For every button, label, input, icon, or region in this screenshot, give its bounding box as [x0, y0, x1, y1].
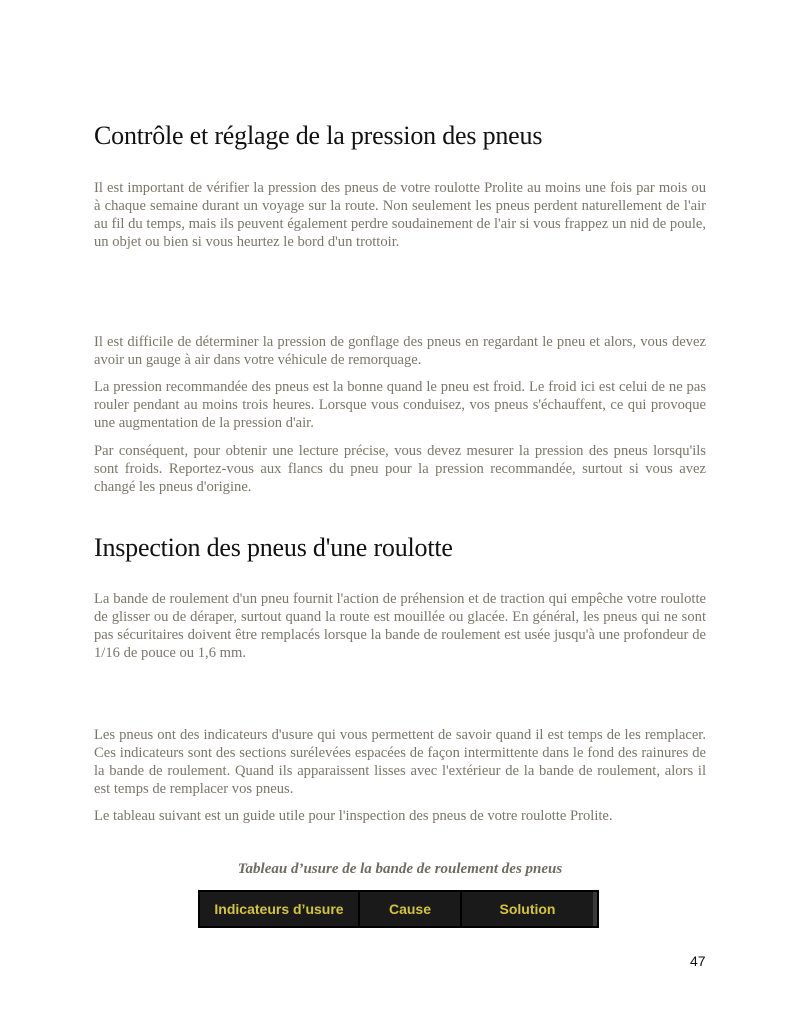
section-heading-pressure: Contrôle et réglage de la pression des pneus — [94, 121, 543, 150]
section-heading-inspection: Inspection des pneus d'une roulotte — [94, 533, 453, 562]
table-header-solution: Solution — [462, 892, 597, 926]
paragraph: La bande de roulement d'un pneu fournit l'action de préhension et de traction qui empêche votre roulotte de glisser ou de déraper, surtout quand la route est mouillée ou glacée. En général, les pneus qui ne sont pas sécuritaires doivent être remplacés lorsque la bande de roulement est usée jusqu'à une profondeur de 1/16 de pouce ou 1,6 mm. — [94, 591, 706, 661]
table-caption: Tableau d’usure de la bande de roulement des pneus — [237, 861, 563, 877]
table-header-indicators: Indicateurs d’usure — [200, 892, 360, 926]
paragraph: La pression recommandée des pneus est la bonne quand le pneu est froid. Le froid ici est celui de ne pas rouler pendant au moins trois heures. Lorsque vous conduisez, vos pneus s'échauffent, ce qui provoque une augmentation de la pression d'air. — [94, 379, 706, 431]
table-header-cause: Cause — [360, 892, 462, 926]
paragraph: Par conséquent, pour obtenir une lecture précise, vous devez mesurer la pression des pneus lorsqu'ils sont froids. Reportez-vous aux flancs du pneu pour la pression recommandée, surtout si vous avez changé les pneus d'origine. — [94, 443, 706, 495]
tread-wear-table-header — [198, 890, 599, 928]
paragraph: Il est important de vérifier la pression des pneus de votre roulotte Prolite au moins une fois par mois ou à chaque semaine durant un voyage sur la route. Non seulement les pneus perdent naturellement de l'air au fil du temps, mais ils peuvent également perdre soudainement de l'air si vous frappez un nid de poule, un objet ou bien si vous heurtez le bord d'un trottoir. — [94, 180, 706, 250]
paragraph: Les pneus ont des indicateurs d'usure qui vous permettent de savoir quand il est temps de les remplacer. Ces indicateurs sont des sections surélevées espacées de façon intermittente dans le fond des rainures de la bande de roulement. Quand ils apparaissent lisses avec l'extérieur de la bande de roulement, alors il est temps de remplacer vos pneus. — [94, 727, 706, 797]
paragraph: Le tableau suivant est un guide utile pour l'inspection des pneus de votre roulotte Prolite. — [94, 808, 613, 824]
page-number: 47 — [690, 953, 706, 969]
paragraph: Il est difficile de déterminer la pression de gonflage des pneus en regardant le pneu et alors, vous devez avoir un gauge à air dans votre véhicule de remorquage. — [94, 334, 706, 368]
